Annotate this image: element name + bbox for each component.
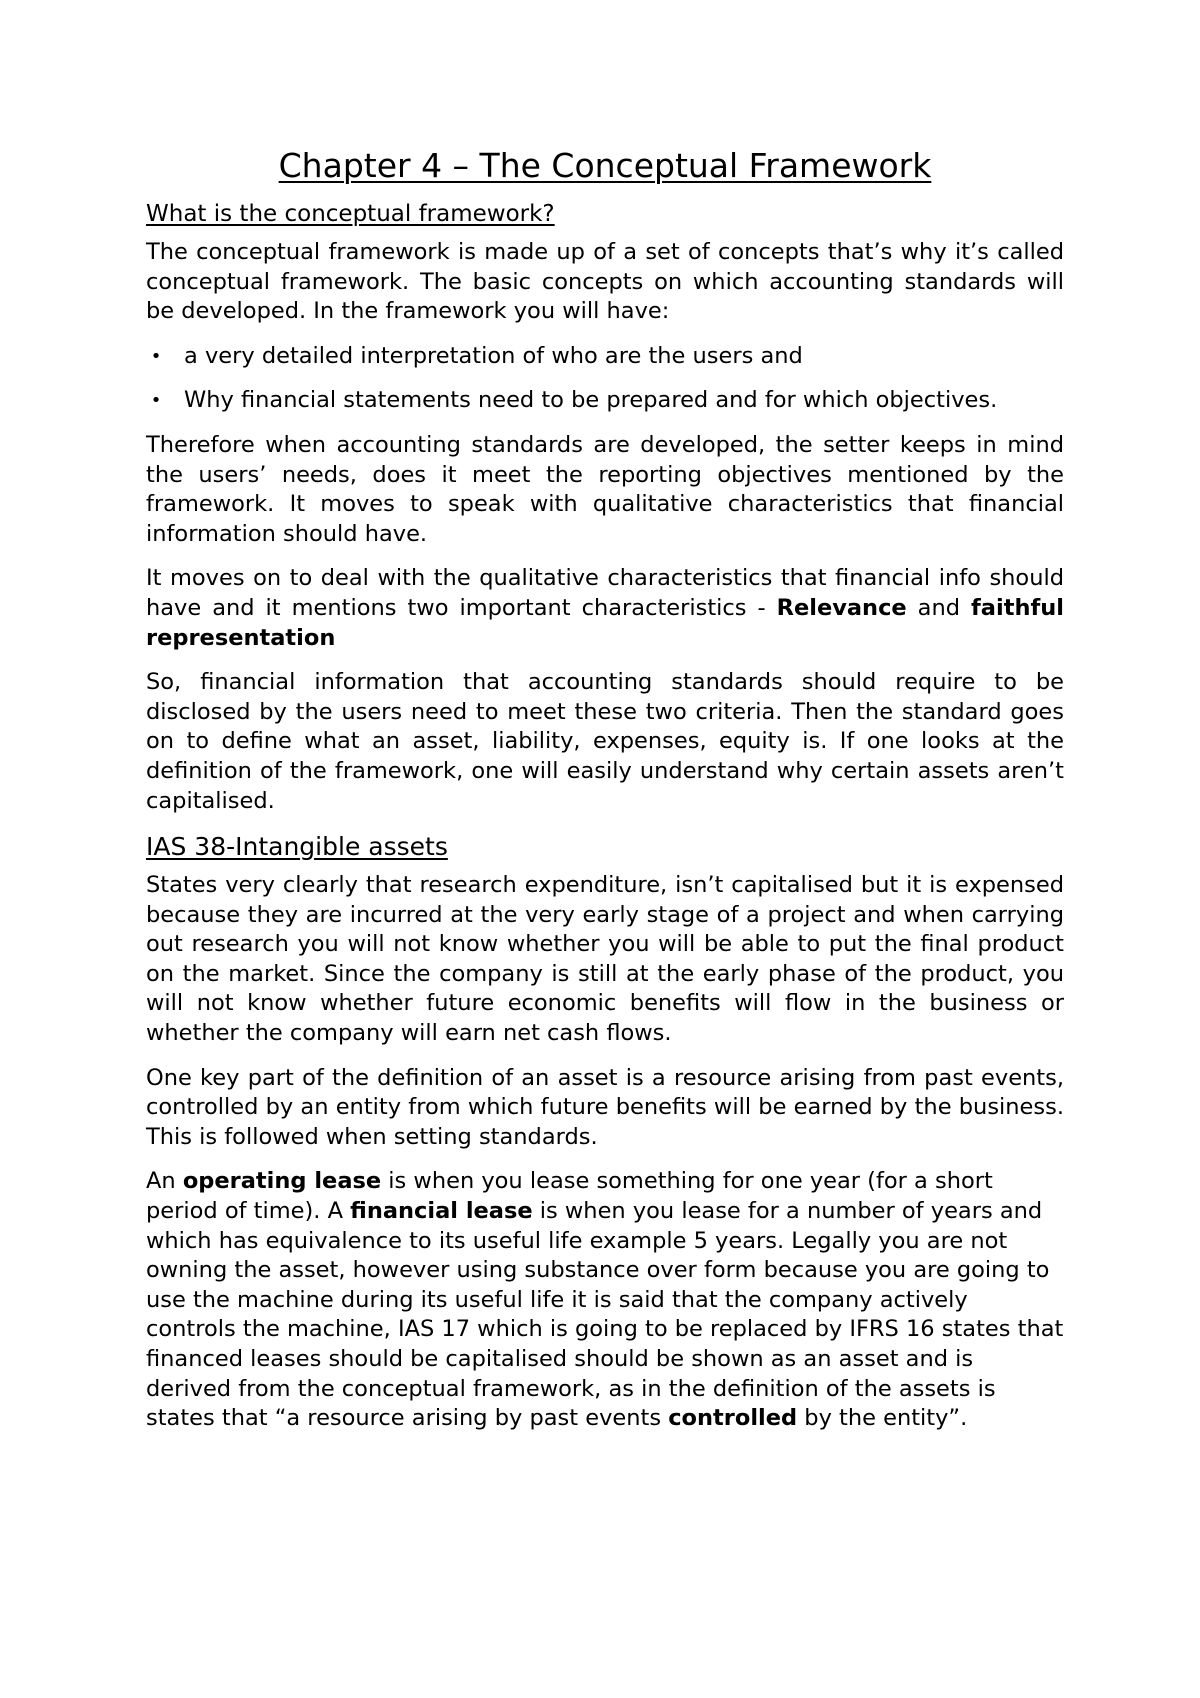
bold-term-financial-lease: financial lease: [350, 1198, 533, 1225]
bullet-icon: •: [150, 345, 162, 367]
list-item: [146, 342, 1064, 372]
paragraph-setter-needs: Therefore when accounting standards are developed, the setter keeps in mind the users’ needs, does it meet the reporting objectives mentioned by the framework. It moves to speak with qualitative characteristics that financial information should have.: [146, 431, 1064, 547]
text-run: by the entity”.: [797, 1405, 968, 1432]
paragraph-qualitative-characteristics: [146, 564, 1064, 653]
bold-term-faithful-representation: faithful representation: [146, 594, 1064, 651]
text-run: is when you lease for a number of years and which has equivalence to its useful life example 5 years. Legally you are not owning the asset, however using substance over form because you are going to use the machine during its useful life it is said that the company actively controls the machine, IAS 17 which is going to be replaced by IFRS 16 states that financed leases should be capitalised should be shown as an asset and is derived from the conceptual framework, as in the definition of the assets is states that “a resource arising by past events: [146, 1198, 1064, 1432]
list-item-text: a very detailed interpretation of who are the users and: [184, 342, 803, 369]
document-page: [146, 146, 1064, 1449]
text-run: It moves on to deal with the qualitative characteristics that financial info should have and it mentions two important characteristics -: [146, 565, 1064, 621]
text-run: is when you lease something for one year (for a short period of time). A: [146, 1168, 993, 1225]
section-heading-conceptual-framework: What is the conceptual framework?: [146, 201, 555, 227]
bullet-list: [146, 342, 1064, 416]
page-title: Chapter 4 – The Conceptual Framework: [278, 146, 932, 185]
text-run: and: [906, 594, 972, 621]
bullet-icon: •: [150, 390, 162, 412]
list-item-text: Why financial statements need to be prepared and for which objectives.: [184, 387, 998, 414]
section-heading-ias-38: IAS 38-Intangible assets: [146, 832, 448, 862]
paragraph-research-expenditure: States very clearly that research expenditure, isn’t capitalised but it is expensed because they are incurred at the very early stage of a project and when carrying out research you will not know whether you will be able to put the final product on the market. Since the company is still at the early phase of the product, you will not know whether future economic benefits will flow in the business or whether the company will earn net cash flows.: [146, 872, 1064, 1047]
intro-paragraph: The conceptual framework is made up of a set of concepts that’s why it’s called conceptual framework. The basic concepts on which accounting standards will be developed. In the framework you will have:: [146, 239, 1064, 325]
text-run: An: [146, 1168, 183, 1195]
paragraph-criteria: So, financial information that accounting standards should require to be disclosed by the users need to meet these two criteria. Then the standard goes on to define what an asset, liability, expenses, equity is. If one looks at the definition of the framework, one will easily understand why certain assets aren’t capitalised.: [146, 669, 1064, 814]
bold-term-controlled: controlled: [668, 1405, 798, 1432]
paragraph-asset-definition: One key part of the definition of an asset is a resource arising from past events, controlled by an entity from which future benefits will be earned by the business. This is followed when setting standards.: [146, 1064, 1064, 1150]
bold-term-operating-lease: operating lease: [182, 1168, 382, 1195]
paragraph-leases: [146, 1167, 1064, 1433]
bold-term-relevance: Relevance: [776, 594, 907, 621]
list-item: [146, 386, 1064, 416]
